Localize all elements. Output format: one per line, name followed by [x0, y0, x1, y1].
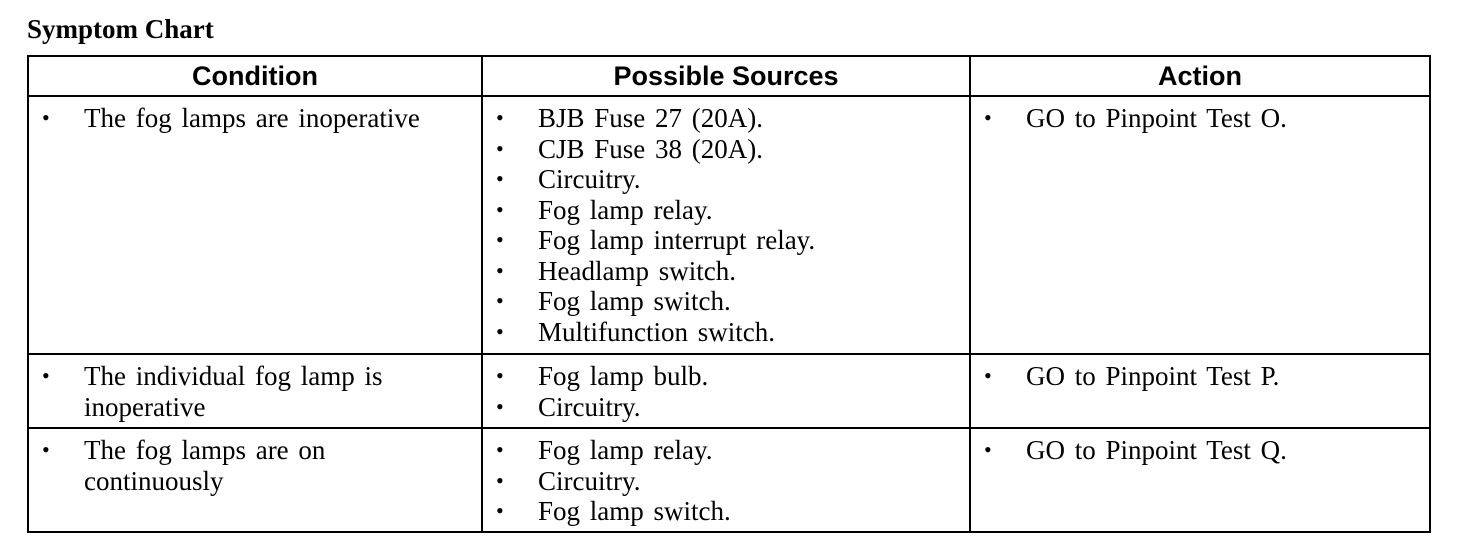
list-item: [483, 392, 969, 423]
bullet-icon: •: [42, 437, 50, 462]
symptom-chart-table: [27, 55, 1431, 533]
table-row: [28, 428, 1430, 532]
action-list: [971, 435, 1429, 466]
column-header-possible-sources: Possible Sources: [482, 56, 970, 96]
list-item-text: CJB Fuse 38 (20A).: [538, 133, 764, 164]
bullet-icon: •: [42, 363, 50, 388]
list-item: [971, 103, 1429, 134]
table-row: [28, 96, 1430, 354]
list-item: [483, 496, 969, 527]
list-item: [971, 361, 1429, 392]
bullet-icon: •: [42, 105, 50, 130]
bullet-icon: •: [496, 363, 504, 388]
bullet-icon: •: [984, 105, 992, 130]
list-item: [29, 103, 481, 134]
list-item-text: Multifunction switch.: [538, 316, 775, 347]
condition-list: [29, 103, 481, 134]
bullet-icon: •: [496, 227, 504, 252]
list-item-text: Circuitry.: [538, 465, 641, 496]
table-row: [28, 354, 1430, 428]
list-item: [483, 134, 969, 165]
condition-cell: [28, 96, 482, 354]
list-item-text: GO to Pinpoint Test O.: [1026, 103, 1287, 133]
list-item: [483, 164, 969, 195]
column-header-condition: Condition: [28, 56, 482, 96]
list-item-text: Fog lamp relay.: [538, 435, 713, 465]
bullet-icon: •: [496, 257, 504, 283]
bullet-icon: •: [984, 437, 992, 462]
list-item-text: Fog lamp switch.: [538, 496, 731, 526]
list-item: [483, 286, 969, 317]
list-item-text: GO to Pinpoint Test P.: [1026, 361, 1280, 391]
bullet-icon: •: [496, 105, 504, 130]
table-header-row: [28, 56, 1430, 96]
action-cell: [970, 354, 1430, 428]
list-item: [29, 435, 481, 496]
action-cell: [970, 96, 1430, 354]
list-item: [483, 103, 969, 134]
page-title: Symptom Chart: [27, 14, 214, 44]
bullet-icon: •: [496, 166, 504, 191]
sources-list: [483, 361, 969, 422]
list-item-text: Circuitry.: [538, 164, 641, 194]
bullet-icon: •: [496, 318, 504, 344]
list-item: [483, 361, 969, 392]
condition-list: [29, 435, 481, 496]
list-item: [483, 317, 969, 348]
list-item-text: Fog lamp switch.: [538, 286, 731, 316]
bullet-icon: •: [496, 196, 504, 222]
list-item-text: Headlamp switch.: [538, 255, 736, 286]
action-cell: [970, 428, 1430, 532]
condition-list: [29, 361, 481, 422]
list-item: [483, 466, 969, 497]
list-item-text: Fog lamp interrupt relay.: [538, 225, 816, 255]
list-item: [483, 435, 969, 466]
sources-cell: [482, 354, 970, 428]
bullet-icon: •: [496, 437, 504, 462]
bullet-icon: •: [496, 288, 504, 313]
bullet-icon: •: [496, 393, 504, 419]
list-item: [483, 256, 969, 287]
sources-cell: [482, 96, 970, 354]
sources-list: [483, 435, 969, 527]
list-item-text: Fog lamp relay.: [538, 194, 713, 225]
list-item: [29, 361, 481, 422]
sources-cell: [482, 428, 970, 532]
bullet-icon: •: [984, 363, 992, 388]
list-item-text: Circuitry.: [538, 391, 641, 422]
column-header-action: Action: [970, 56, 1430, 96]
list-item-text: BJB Fuse 27 (20A).: [538, 103, 764, 133]
sources-list: [483, 103, 969, 347]
condition-cell: [28, 354, 482, 428]
list-item: [483, 195, 969, 226]
bullet-icon: •: [496, 467, 504, 493]
list-item-text: GO to Pinpoint Test Q.: [1026, 435, 1287, 465]
action-list: [971, 103, 1429, 134]
condition-cell: [28, 428, 482, 532]
list-item: [971, 435, 1429, 466]
bullet-icon: •: [496, 498, 504, 523]
action-list: [971, 361, 1429, 392]
list-item-text: The fog lamps are on continuously: [84, 435, 326, 496]
bullet-icon: •: [496, 135, 504, 161]
list-item-text: The fog lamps are inoperative: [84, 103, 420, 133]
list-item: [483, 225, 969, 256]
list-item-text: Fog lamp bulb.: [538, 361, 709, 391]
list-item-text: The individual fog lamp is inoperative: [84, 361, 383, 422]
